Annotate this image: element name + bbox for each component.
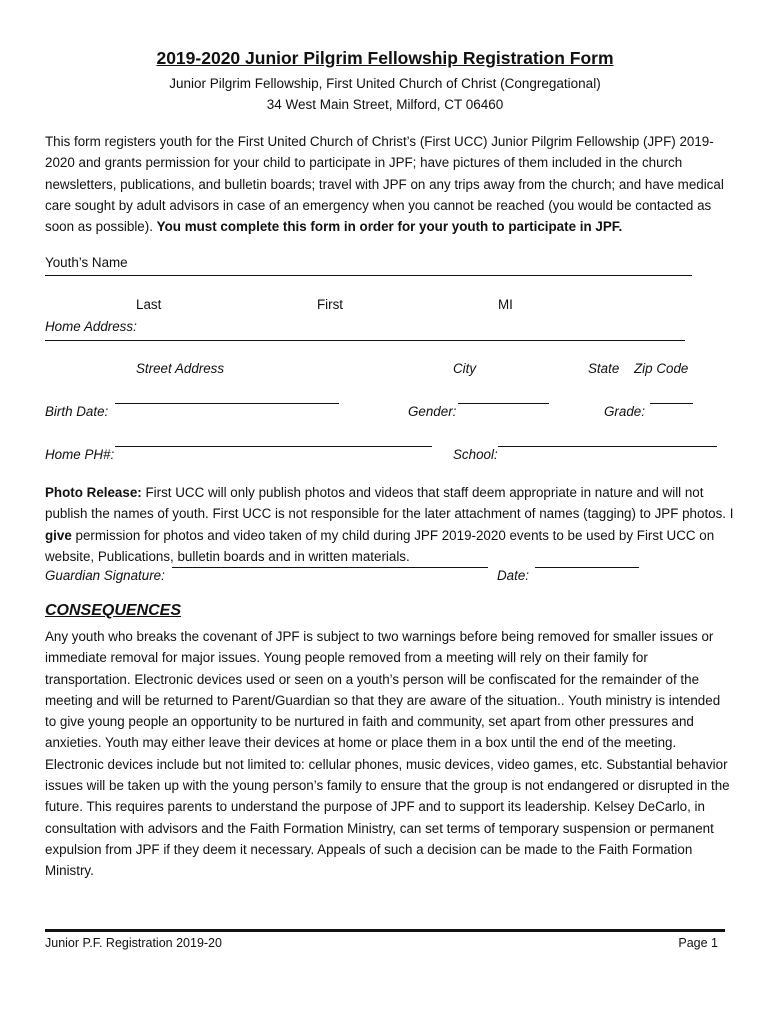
gender-label: Gender: [408, 404, 457, 419]
guardian-signature-label: Guardian Signature: [45, 568, 165, 583]
intro-text: This form registers youth for the First United Church of Christ’s (First UCC) Junior Pilgrim Fellowship (JPF) 2019-2020 and grants permission for your child to participate in JPF; have pictures of them included in the church newsletters, publications, and bulletin boards; travel with JPF on any trips away from the church; and have medical care sought by adult advisors in case of an emergency when you cannot be reached (you would be contacted as soon as possible). [45, 134, 724, 235]
date-field[interactable] [535, 567, 639, 568]
guardian-signature-field[interactable] [172, 567, 488, 568]
photo-release-text-2: permission for photos and video taken of my child during JPF 2019-2020 events to be used by First UCC on website, Publications, bulletin boards and in written materials. [45, 527, 715, 564]
state-label: State [588, 361, 620, 376]
date-label: Date: [497, 568, 530, 583]
home-address-field[interactable] [45, 340, 685, 341]
first-name-label: First [317, 297, 344, 312]
youth-name-field[interactable] [45, 275, 692, 276]
page-title: 2019-2020 Junior Pilgrim Fellowship Registration Form [156, 48, 614, 68]
consequences-heading: CONSEQUENCES [45, 602, 182, 619]
school-field[interactable] [498, 446, 717, 447]
middle-initial-label: MI [498, 297, 513, 312]
footer-left: Junior P.F. Registration 2019-20 [45, 936, 222, 950]
consequences-text: Any youth who breaks the covenant of JPF is subject to two warnings before being removed for smaller issues or immediate removal for major issues. Young people removed from a meeting will rely on their family for transportation. Electronic devices used or seen on a youth’s person will be confiscated for the remainder of the meeting and will be returned to Parent/Guardian so that they are aware of the situation.. Youth ministry is intended to give young people an opportunity to be nurtured in faith and community, set apart from other pressures and anxieties. Youth may either leave their devices at home or place them in a box until the end of the meeting. Electronic devices include but not limited to: cellular phones, music devices, video games, etc. Substantial behavior issues will be taken up with the young person’s family to ensure that the group is not endangered or disrupted in the future. This requires parents to understand the purpose of JPF and to support its leadership. Kelsey DeCarlo, in consultation with advisors and the Faith Formation Ministry, can set terms of temporary suspension or permanent expulsion from JPF if they deem it necessary. Appeals of such a decision can be made to the Faith Formation Ministry. [45, 629, 730, 879]
page-number: Page 1 [678, 936, 718, 950]
org-line: Junior Pilgrim Fellowship, First United Church of Christ (Congregational) [169, 76, 601, 91]
gender-field[interactable] [458, 403, 549, 404]
youth-name-label: Youth’s Name [45, 255, 128, 270]
photo-release-text-1: First UCC will only publish photos and videos that staff deem appropriate in nature and will not publish the names of youth. First UCC is not responsible for the later attachment of names (tagging) to JPF photos. I [45, 485, 734, 522]
last-name-label: Last [136, 297, 162, 312]
intro-paragraph [45, 131, 735, 237]
footer-divider [45, 929, 725, 932]
city-label: City [453, 361, 477, 376]
home-address-label: Home Address: [45, 319, 137, 334]
birth-date-label: Birth Date: [45, 404, 109, 419]
street-address-label: Street Address [136, 361, 225, 376]
photo-release-heading: Photo Release: [45, 485, 142, 500]
grade-field[interactable] [650, 403, 693, 404]
intro-emphasis: You must complete this form in order for your youth to participate in JPF. [156, 219, 623, 235]
photo-release-paragraph [45, 482, 735, 567]
birth-date-field[interactable] [115, 403, 339, 404]
home-phone-field[interactable] [115, 446, 432, 447]
grade-label: Grade: [604, 404, 645, 419]
school-label: School: [453, 447, 498, 462]
zip-code-label: Zip Code [634, 361, 689, 376]
address-line: 34 West Main Street, Milford, CT 06460 [266, 97, 504, 112]
photo-release-give: give [45, 527, 72, 543]
home-phone-label: Home PH#: [45, 447, 115, 462]
